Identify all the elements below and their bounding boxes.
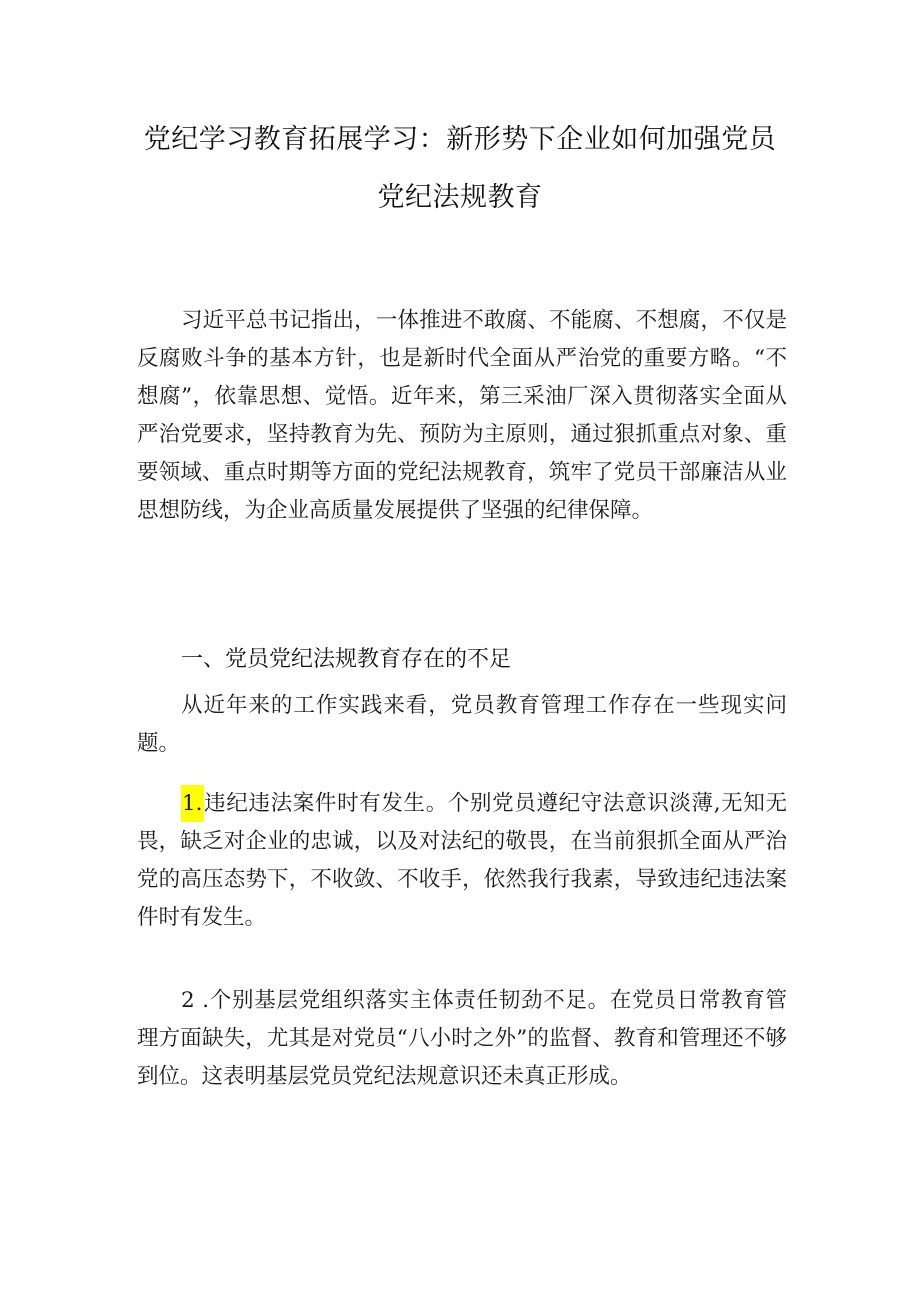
list-item-1 xyxy=(137,785,787,937)
highlighted-item-number: 1. xyxy=(181,785,204,822)
section-heading-1: 一、党员党纪法规教育存在的不足 xyxy=(181,647,512,672)
list-item-1-text: 违纪违法案件时有发生。个别党员遵纪守法意识淡薄,无知无畏，缺乏对企业的忠诚，以及对法纪的敬畏，在当前狠抓全面从严治党的高压态势下，不收敛、不收手，依然我行我素，导致违纪违法案件时有发生。 xyxy=(137,791,787,930)
intro-paragraph: 习近平总书记指出，一体推进不敢腐、不能腐、不想腐，不仅是反腐败斗争的基本方针，也是新时代全面从严治党的重要方略。“不想腐”，依靠思想、觉悟。近年来，第三采油厂深入贯彻落实全面从严治党要求，坚持教育为先、预防为主原则，通过狠抓重点对象、重要领域、重点时期等方面的党纪法规教育，筑牢了党员干部廉洁从业思想防线，为企业高质量发展提供了坚强的纪律保障。 xyxy=(137,308,787,523)
practice-paragraph: 从近年来的工作实践来看，党员教育管理工作存在一些现实问题。 xyxy=(137,693,787,756)
list-item-2: 2 .个别基层党组织落实主体责任韧劲不足。在党员日常教育管理方面缺失，尤其是对党员“八小时之外”的监督、教育和管理还不够到位。这表明基层党员党纪法规意识还未真正形成。 xyxy=(137,988,787,1089)
document-title-line-2: 党纪法规教育 xyxy=(377,182,543,213)
document-title-line-1: 党纪学习教育拓展学习：新形势下企业如何加强党员 xyxy=(143,124,777,155)
